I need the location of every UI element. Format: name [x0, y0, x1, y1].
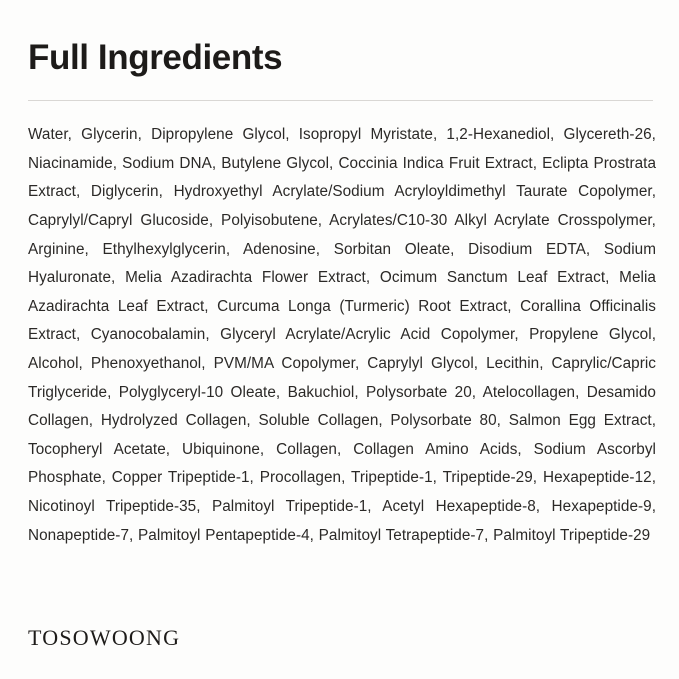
page-title: Full Ingredients [28, 38, 283, 77]
title-divider [28, 100, 653, 101]
ingredients-list-text: Water, Glycerin, Dipropylene Glycol, Isopropyl Myristate, 1,2-Hexanediol, Glycereth-26, Niacinamide, Sodium DNA, Butylene Glycol, Coccinia Indica Fruit Extract, Eclipta Prostrata Extract, Diglycerin, Hydroxyethyl Acrylate/Sodium Acryloyldimethyl Taurate Copolymer, Caprylyl/Capryl Glucoside, Polyisobutene, Acrylates/C10-30 Alkyl Acrylate Crosspolymer, Arginine, Ethylhexylglycerin, Adenosine, Sorbitan Oleate, Disodium EDTA, Sodium Hyaluronate, Melia Azadirachta Flower Extract, Ocimum Sanctum Leaf Extract, Melia Azadirachta Leaf Extract, Curcuma Longa (Turmeric) Root Extract, Corallina Officinalis Extract, Cyanocobalamin, Glyceryl Acrylate/Acrylic Acid Copolymer, Propylene Glycol, Alcohol, Phenoxyethanol, PVM/MA Copolymer, Caprylyl Glycol, Lecithin, Caprylic/Capric Triglyceride, Polyglyceryl-10 Oleate, Bakuchiol, Polysorbate 20, Atelocollagen, Desamido Collagen, Hydrolyzed Collagen, Soluble Collagen, Polysorbate 80, Salmon Egg Extract, Tocopheryl Acetate, Ubiquinone, Collagen, Collagen Amino Acids, Sodium Ascorbyl Phosphate, Copper Tripeptide-1, Procollagen, Tripeptide-1, Tripeptide-29, Hexapeptide-12, Nicotinoyl Tripeptide-35, Palmitoyl Tripeptide-1, Acetyl Hexapeptide-8, Hexapeptide-9, Nonapeptide-7, Palmitoyl Pentapeptide-4, Palmitoyl Tetrapeptide-7, Palmitoyl Tripeptide-29 [28, 126, 656, 544]
brand-logo-text: TOSOWOONG [28, 625, 181, 650]
